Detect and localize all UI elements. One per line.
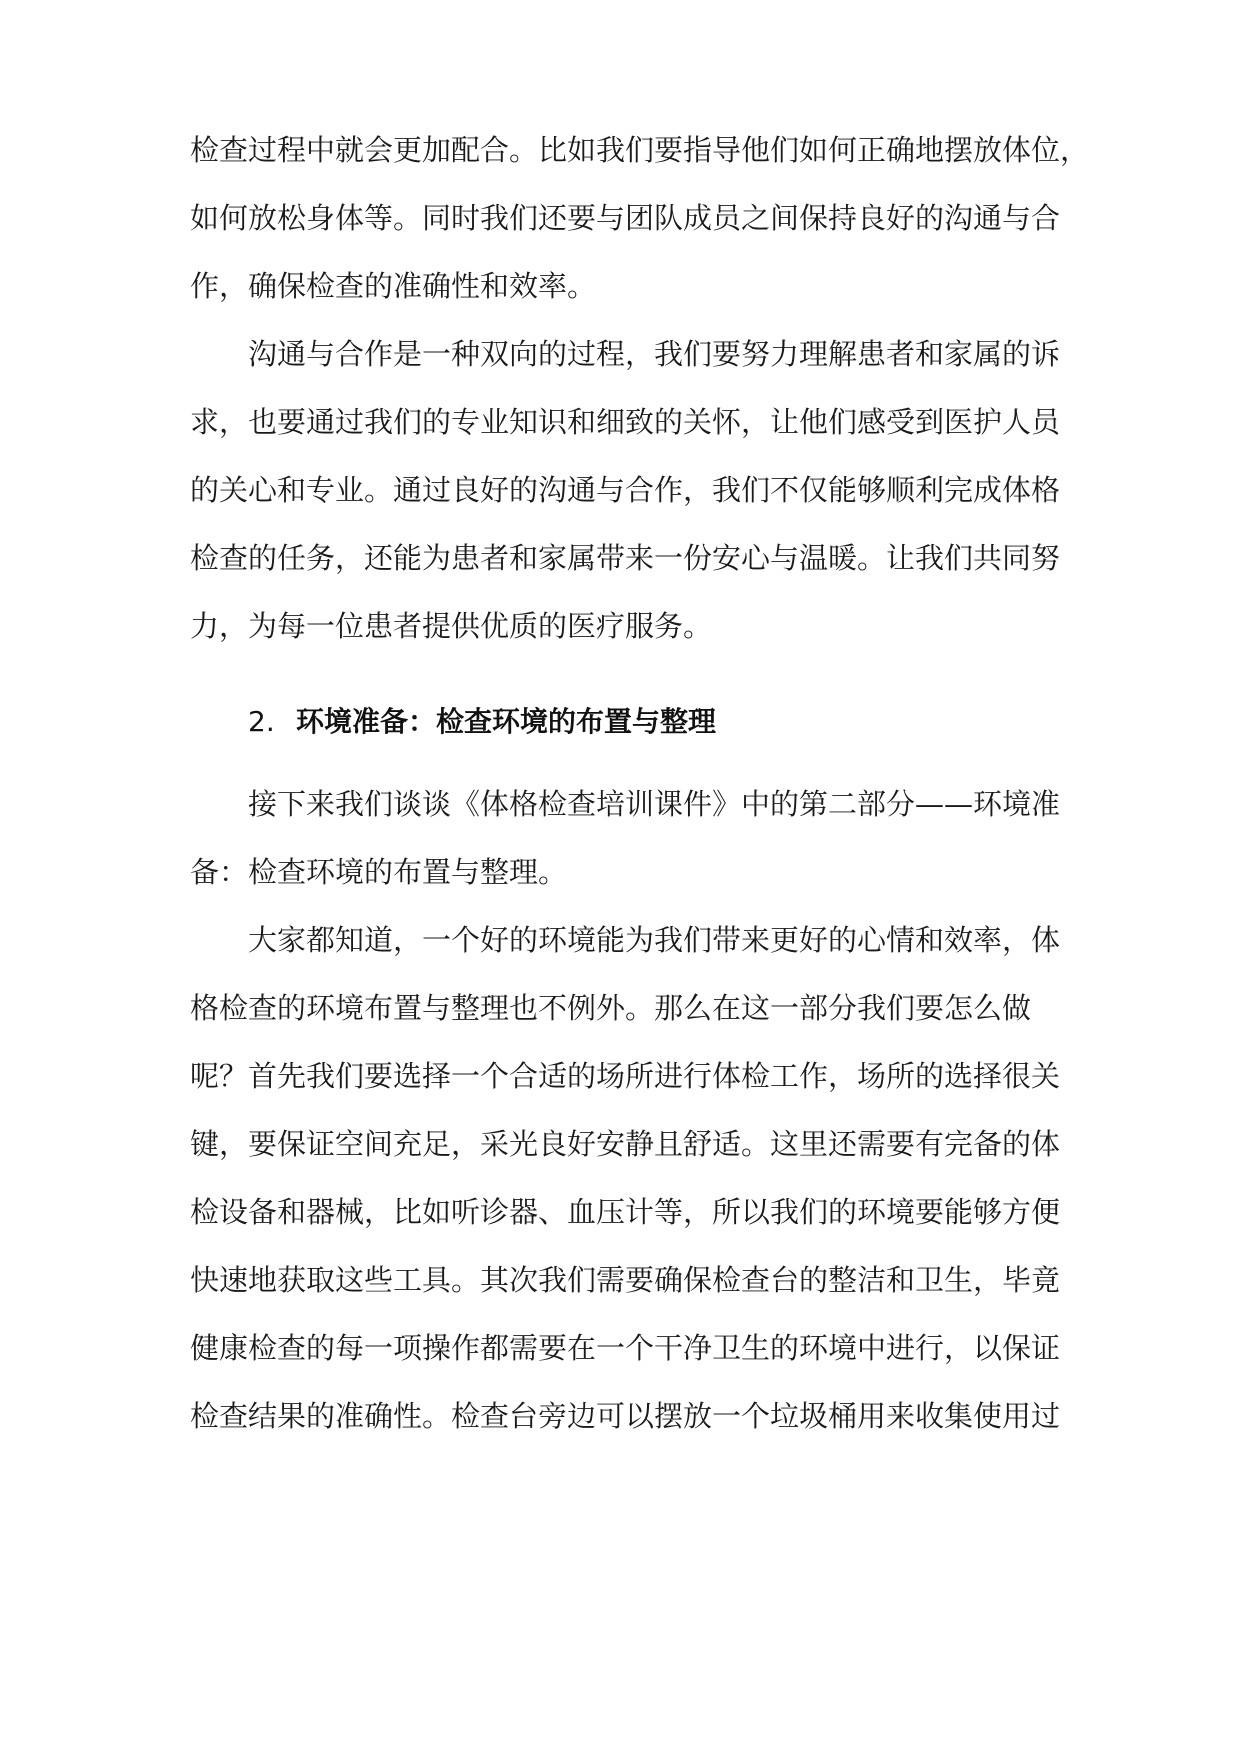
- section-title: 环境准备：检查环境的布置与整理: [296, 705, 717, 738]
- paragraph-2-line-1: 沟通与合作是一种双向的过程，我们要努力理解患者和家属的诉: [248, 337, 1061, 371]
- paragraph-2-line-5: 力，为每一位患者提供优质的医疗服务。: [190, 609, 713, 643]
- paragraph-1-line-1: 检查过程中就会更加配合。比如我们要指导他们如何正确地摆放体位，: [190, 133, 1090, 167]
- paragraph-1-line-3: 作，确保检查的准确性和效率。: [190, 269, 597, 303]
- paragraph-4-line-4: 键，要保证空间充足，采光良好安静且舒适。这里还需要有完备的体: [190, 1127, 1061, 1161]
- section-number: 2.: [248, 705, 275, 738]
- paragraph-4-line-2: 格检查的环境布置与整理也不例外。那么在这一部分我们要怎么做: [190, 991, 1032, 1025]
- paragraph-2-line-4: 检查的任务，还能为患者和家属带来一份安心与温暖。让我们共同努: [190, 541, 1061, 575]
- paragraph-4-line-6: 快速地获取这些工具。其次我们需要确保检查台的整洁和卫生，毕竟: [190, 1263, 1061, 1297]
- paragraph-3-line-2: 备：检查环境的布置与整理。: [190, 855, 568, 889]
- paragraph-4-line-7: 健康检查的每一项操作都需要在一个干净卫生的环境中进行，以保证: [190, 1331, 1061, 1365]
- paragraph-2-line-3: 的关心和专业。通过良好的沟通与合作，我们不仅能够顺利完成体格: [190, 473, 1061, 507]
- paragraph-4-line-5: 检设备和器械，比如听诊器、血压计等，所以我们的环境要能够方便: [190, 1195, 1061, 1229]
- paragraph-4-line-1: 大家都知道，一个好的环境能为我们带来更好的心情和效率，体: [248, 923, 1061, 957]
- paragraph-4-line-3: 呢？首先我们要选择一个合适的场所进行体检工作，场所的选择很关: [190, 1059, 1061, 1093]
- section-heading: [248, 694, 716, 750]
- paragraph-4-line-8: 检查结果的准确性。检查台旁边可以摆放一个垃圾桶用来收集使用过: [190, 1399, 1061, 1433]
- paragraph-3-line-1: 接下来我们谈谈《体格检查培训课件》中的第二部分——环境准: [248, 787, 1061, 821]
- paragraph-1-line-2: 如何放松身体等。同时我们还要与团队成员之间保持良好的沟通与合: [190, 201, 1061, 235]
- paragraph-2-line-2: 求，也要通过我们的专业知识和细致的关怀，让他们感受到医护人员: [190, 405, 1061, 439]
